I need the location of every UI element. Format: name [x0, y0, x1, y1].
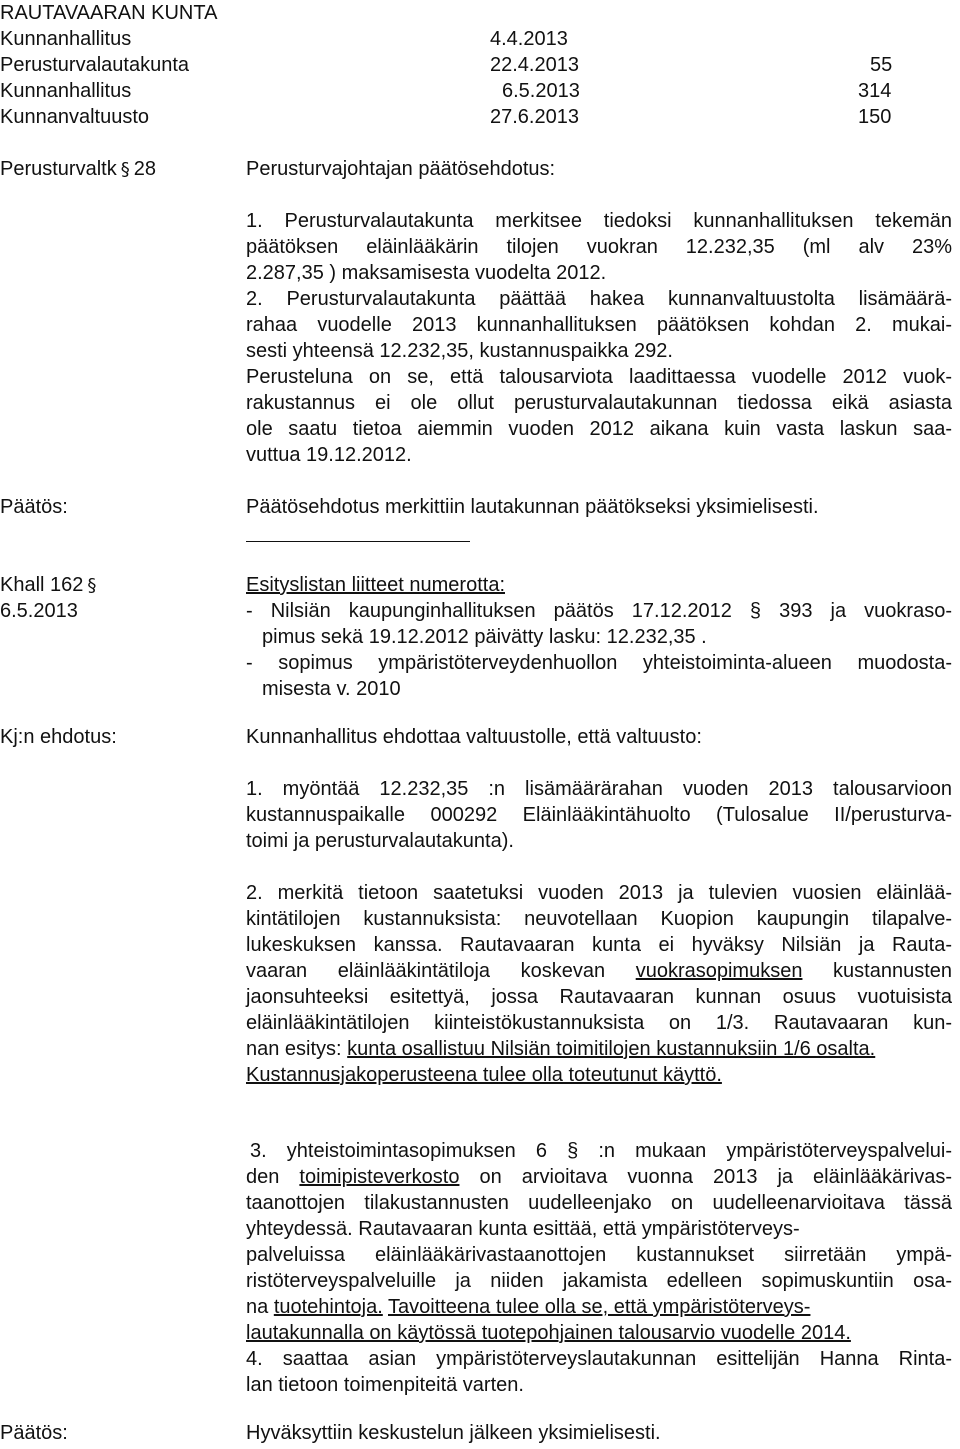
proposal-label: Kj:n ehdotus: — [0, 726, 117, 748]
section-body-label: Perusturvaltk — [0, 158, 117, 180]
header-date-2: 22.4.2013 — [490, 54, 579, 76]
decision-label: Päätös: — [0, 496, 68, 518]
proposal-item-4 — [246, 1346, 952, 1398]
header-date-3: 6.5.2013 — [502, 80, 580, 102]
separator-line — [246, 541, 470, 542]
header-body-1: Kunnanhallitus — [0, 28, 132, 50]
header-body-4: Kunnanvaltuusto — [0, 106, 150, 128]
text-line: taanottojen tilakustannusten uudelleenjako on uudelleenarvioitava tässä — [246, 1192, 952, 1214]
underlined-text: lautakunnalla on käytössä tuotepohjainen talousarvio vuodelle 2014. — [246, 1322, 851, 1344]
text-line: kintätilojen kustannuksista: neuvotellaan Kuopion kaupungin tilapalve- — [246, 908, 952, 930]
text-line: 2. merkitä tietoon saatetuksi vuoden 2013 ja tulevien vuosien eläinlää- — [246, 882, 952, 904]
section-number: 28 — [133, 158, 156, 180]
text-line: 4. saattaa asian ympäristöterveyslautakunnan esittelijän Hanna Rinta- — [246, 1348, 952, 1370]
text-line: 2.287,35 ) maksamisesta vuodelta 2012. — [246, 262, 607, 284]
text-line: 1. Perusturvalautakunta merkitsee tiedoksi kunnanhallituksen tekemän — [246, 210, 952, 232]
header-body-3: Kunnanhallitus — [0, 80, 132, 102]
text-line: 2. Perusturvalautakunta päättää hakea kunnanvaltuustolta lisämäärä- — [246, 288, 952, 310]
underlined-text: toimipisteverkosto — [299, 1166, 460, 1188]
text-line: eläinlääkintätilojen kiinteistökustannuksista on 1/3. Rautavaaran kun- — [246, 1012, 952, 1034]
underlined-text: Kustannusjakoperusteena tulee olla toteutunut käyttö. — [246, 1064, 722, 1086]
text-line: na tuotehintoja. Tavoitteena tulee olla se, että ympäristöterveys- — [246, 1296, 811, 1318]
section-label-khall — [0, 572, 100, 599]
attachment-line: misesta v. 2010 — [262, 678, 401, 700]
text-line: palveluissa eläinlääkärivastaanottojen kustannukset siirretään ympä- — [246, 1244, 952, 1266]
header-date-1: 4.4.2013 — [490, 28, 568, 50]
header-num-2: 55 — [870, 54, 893, 76]
underlined-text: vuokrasopimuksen — [635, 960, 803, 982]
decision-label: Päätös: — [0, 1422, 68, 1444]
section-body-label: Khall 162 — [0, 574, 84, 596]
text-line: vuttua 19.12.2012. — [246, 444, 412, 466]
section-label-perusturvaltk — [0, 156, 156, 183]
text-line: Perusteluna on se, että talousarviota laadittaessa vuodelle 2012 vuok- — [246, 366, 952, 388]
underlined-text: kunta osallistuu Nilsiän toimitilojen kustannuksiin 1/6 osalta. — [347, 1038, 876, 1060]
text-line: ristöterveyspalveluille ja niiden jakamista edelleen sopimuskuntiin osa- — [246, 1270, 952, 1292]
section-symbol: § — [120, 159, 130, 180]
attachments-list — [246, 598, 952, 702]
proposal-heading: Perusturvajohtajan päätösehdotus: — [246, 158, 556, 180]
text-line: rakustannus ei ole ollut perusturvalautakunnan tiedossa eikä asiasta — [246, 392, 952, 414]
proposal-item-2 — [246, 880, 952, 1088]
header-num-3: 314 — [858, 80, 892, 102]
organization-name: RAUTAVAARAN KUNTA — [0, 2, 218, 24]
section-symbol: § — [87, 575, 97, 596]
proposal-text — [246, 208, 952, 468]
header-body-2: Perusturvalautakunta — [0, 54, 190, 76]
text-line: jaonsuhteeksi esitettyä, jossa Rautavaaran kunnan osuus vuotuisista — [246, 986, 952, 1008]
text-line: lan tietoon toimenpiteitä varten. — [246, 1374, 524, 1396]
text-line: den toimipisteverkosto on arvioitava vuonna 2013 ja eläinlääkärivas- — [246, 1166, 952, 1188]
attachment-line: - Nilsiän kaupunginhallituksen päätös 17.12.2012 § 393 ja vuokraso- — [246, 600, 952, 622]
proposal-item-1 — [246, 776, 952, 854]
attachment-line: pimus sekä 19.12.2012 päivätty lasku: 12.232,35 . — [262, 626, 707, 648]
attachments-heading: Esityslistan liitteet numerotta: — [246, 574, 505, 596]
text-line: sesti yhteensä 12.232,35, kustannuspaikka 292. — [246, 340, 673, 362]
header-num-4: 150 — [858, 106, 892, 128]
proposal-item-3 — [246, 1138, 952, 1346]
text-line: rahaa vuodelle 2013 kunnanhallituksen päätöksen kohdan 2. mukai- — [246, 314, 952, 336]
meeting-date: 6.5.2013 — [0, 600, 78, 622]
header-date-4: 27.6.2013 — [490, 106, 579, 128]
underlined-text: tuotehintoja. — [273, 1296, 383, 1318]
text-line: kustannuspaikalle 000292 Eläinlääkintähuolto (Tulosalue II/perusturva- — [246, 804, 952, 826]
decision-text: Hyväksyttiin keskustelun jälkeen yksimielisesti. — [246, 1422, 661, 1444]
text-line: lukeskuksen kanssa. Rautavaaran kunta ei hyväksy Nilsiän ja Rauta- — [246, 934, 952, 956]
text-line: 3. yhteistoimintasopimuksen 6 § :n mukaan ympäristöterveyspalvelui- — [250, 1140, 952, 1162]
decision-text: Päätösehdotus merkittiin lautakunnan päätökseksi yksimielisesti. — [246, 496, 819, 518]
text-line: yhteydessä. Rautavaaran kunta esittää, että ympäristöterveys- — [246, 1218, 800, 1240]
attachment-line: - sopimus ympäristöterveydenhuollon yhteistoiminta-alueen muodosta- — [246, 652, 952, 674]
proposal-intro: Kunnanhallitus ehdottaa valtuustolle, että valtuusto: — [246, 726, 702, 748]
text-line: 1. myöntää 12.232,35 :n lisämäärärahan vuoden 2013 talousarvioon — [246, 778, 952, 800]
text-line: nan esitys: kunta osallistuu Nilsiän toimitilojen kustannuksiin 1/6 osalta. — [246, 1038, 876, 1060]
text-line: päätöksen eläinlääkärin tilojen vuokran 12.232,35 (ml alv 23% — [246, 236, 952, 258]
text-line: ole saatu tietoa aiemmin vuoden 2012 aikana kuin vasta laskun saa- — [246, 418, 952, 440]
underlined-text: Tavoitteena tulee olla se, että ympäristöterveys- — [388, 1296, 811, 1318]
text-line: toimi ja perusturvalautakunta). — [246, 830, 514, 852]
text-line: vaaran eläinlääkintätiloja koskevan vuokrasopimuksen kustannusten — [246, 960, 953, 982]
